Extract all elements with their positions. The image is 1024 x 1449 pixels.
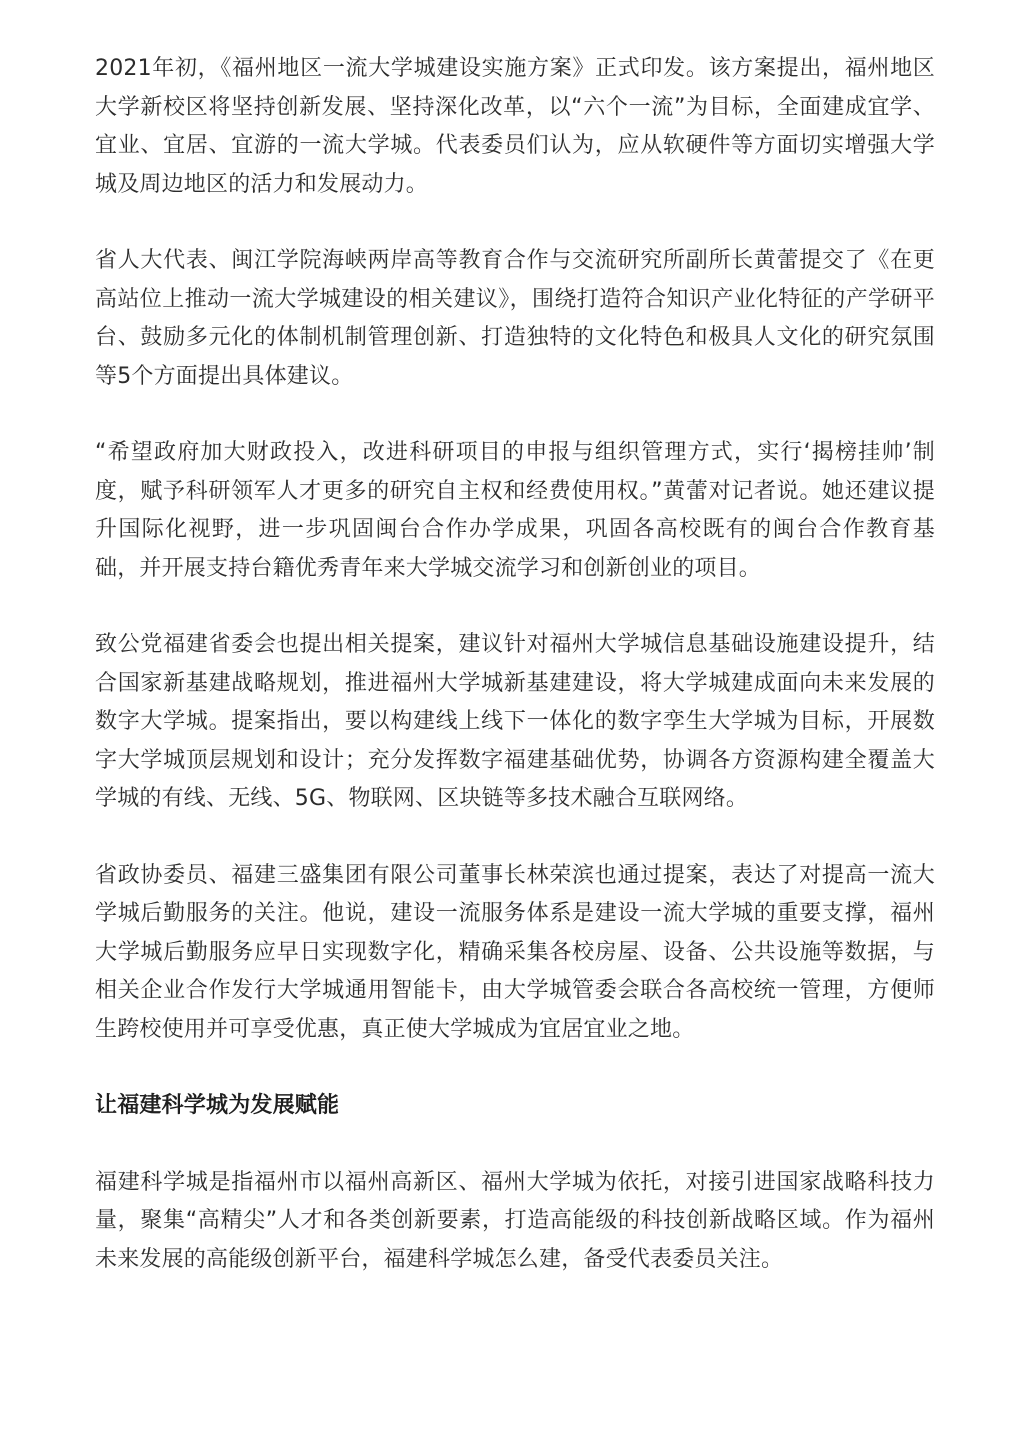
paragraph-huang-lei-proposal: 省人大代表、闽江学院海峡两岸高等教育合作与交流研究所副所长黄蕾提交了《在更高站位上推动一流大学城建设的相关建议》，围绕打造符合知识产业化特征的产学研平台、鼓励多元化的体制机制管理创新、打造独特的文化特色和极具人文化的研究氛围等5个方面提出具体建议。 xyxy=(95,248,935,389)
section-heading: 让福建科学城为发展赋能 xyxy=(95,1093,340,1118)
paragraph-zhigong-party-proposal: 致公党福建省委会也提出相关提案，建议针对福州大学城信息基础设施建设提升，结合国家新基建战略规划，推进福州大学城新基建建设，将大学城建成面向未来发展的数字大学城。提案指出，要以构建线上线下一体化的数字孪生大学城为目标，开展数字大学城顶层规划和设计；充分发挥数字福建基础优势，协调各方资源构建全覆盖大学城的有线、无线、5G、物联网、区块链等多技术融合互联网络。 xyxy=(95,632,935,811)
article-body xyxy=(95,50,935,1317)
paragraph-lin-rongbin-proposal: 省政协委员、福建三盛集团有限公司董事长林荣滨也通过提案，表达了对提高一流大学城后勤服务的关注。他说，建设一流服务体系是建设一流大学城的重要支撑，福州大学城后勤服务应早日实现数字化，精确采集各校房屋、设备、公共设施等数据，与相关企业合作发行大学城通用智能卡，由大学城管委会联合各高校统一管理，方便师生跨校使用并可享受优惠，真正使大学城成为宜居宜业之地。 xyxy=(95,862,935,1042)
paragraph-huang-lei-quote: “希望政府加大财政投入，改进科研项目的申报与组织管理方式，实行‘揭榜挂帅’制度，赋予科研领军人才更多的研究自主权和经费使用权。”黄蕾对记者说。她还建议提升国际化视野，进一步巩固闽台合作办学成果，巩固各高校既有的闽台合作教育基础，并开展支持台籍优秀青年来大学城交流学习和创新创业的项目。 xyxy=(95,440,935,581)
paragraph-university-city-plan: 2021年初，《福州地区一流大学城建设实施方案》正式印发。该方案提出，福州地区大学新校区将坚持创新发展、坚持深化改革，以“六个一流”为目标，全面建成宜学、宜业、宜居、宜游的一流大学城。代表委员们认为，应从软硬件等方面切实增强大学城及周边地区的活力和发展动力。 xyxy=(95,56,935,197)
paragraph-fujian-science-city: 福建科学城是指福州市以福州高新区、福州大学城为依托，对接引进国家战略科技力量，聚集“高精尖”人才和各类创新要素，打造高能级的科技创新战略区域。作为福州未来发展的高能级创新平台，福建科学城怎么建，备受代表委员关注。 xyxy=(95,1169,935,1272)
